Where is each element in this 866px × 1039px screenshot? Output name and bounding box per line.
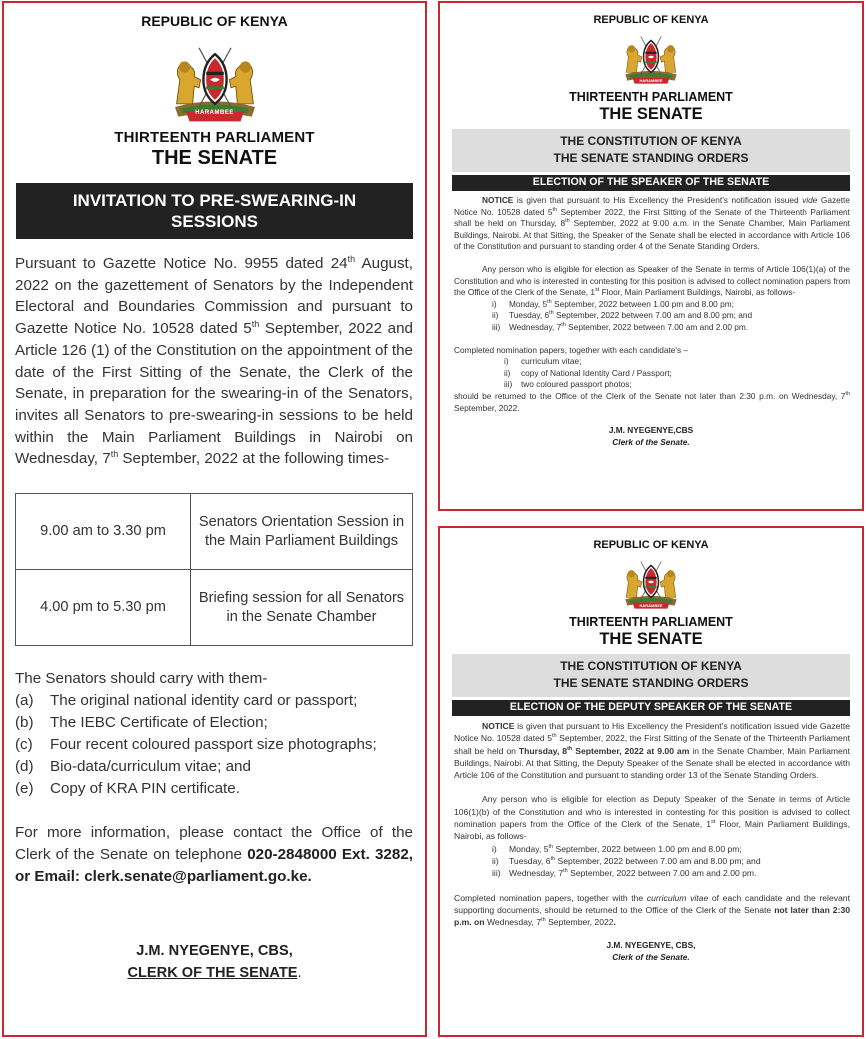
notice-paragraph [454,195,850,253]
text-part: is given that pursuant to His Excellency the President's notification issued [513,195,803,205]
text-part: Gazette Notice No. 10528 dated 5 [454,195,850,217]
text-sup: th [565,218,570,225]
sitting-date [519,746,689,756]
constitution-box [452,654,850,697]
eligibility-paragraph [454,793,850,842]
senate-heading: THE SENATE [599,630,703,648]
list-marker: (e) [15,780,34,798]
list-marker: i) [492,298,497,309]
coat-of-arms [615,557,687,611]
text-part: September, 2022. [454,402,520,413]
list-text [509,867,756,879]
text-part: in the Senate Chamber, Main Parliament Buildings, Nairobi. At that Sitting, the Deputy Speaker of the Senate shall be elected in accordance with Article 106 of the Constitution and pursuant to standing order 13 of the Senate Standing Orders. [454,745,850,781]
text-sup: th [561,322,566,329]
constitution-box [452,129,850,172]
list-item [492,843,850,855]
table-row [16,494,413,570]
text-sup: th [549,310,554,317]
list-text: two coloured passport photos; [521,379,632,390]
parliament-heading: THIRTEENTH PARLIAMENT [114,129,315,146]
list-item [492,322,850,334]
collection-days-list [492,299,850,334]
text-part: Floor, Main Parliament Buildings, Nairobi, as follows- [454,819,850,842]
text-part: Thursday, 8 [518,745,568,756]
eligibility-paragraph [454,264,850,299]
list-marker: ii) [504,367,511,378]
contact-info [15,822,413,888]
contact-details: 020-2848000 Ext. 3282, or Email: clerk.senate@parliament.go.ke. [15,846,413,886]
senate-heading: THE SENATE [151,147,278,169]
list-text: Copy of KRA PIN certificate. [50,780,240,798]
standing-orders-title: THE SENATE STANDING ORDERS [553,151,749,165]
list-marker: i) [492,843,497,854]
list-item [492,867,850,879]
list-item [504,356,850,368]
list-marker: i) [504,356,509,367]
body-sup: th [347,253,356,264]
list-item [504,379,850,391]
text-part: Monday, 5 [509,298,548,309]
text-part: Tuesday, 6 [509,855,551,866]
list-item [492,310,850,322]
election-heading: ELECTION OF THE SPEAKER OF THE SENATE [452,175,850,191]
signatory-title-line [4,962,425,984]
standing-orders-title: THE SENATE STANDING ORDERS [553,676,749,690]
return-instructions [454,892,850,929]
list-marker: (b) [15,714,34,732]
contact-text: For more information, please contact the Office of the Clerk of the Senate on telephone [15,824,413,864]
signatory-name: J.M. NYEGENYE,CBS [608,425,694,436]
list-marker: (d) [15,758,34,776]
signatory-title: Clerk of the Senate. [612,436,690,447]
list-text: The IEBC Certificate of Election; [50,714,268,732]
list-text [509,855,761,867]
coat-of-arms-motto: HARAMBEE [195,110,234,116]
list-text: curriculum vitae; [521,356,582,367]
banner-line-1: INVITATION TO PRE-SWEARING-IN [72,191,357,210]
text-sup: th [552,733,557,740]
banner-line-2: SESSIONS [171,212,258,231]
list-item [15,756,425,778]
parliament-heading: THIRTEENTH PARLIAMENT [569,615,733,629]
text-part: Floor, Main Parliament Buildings, Nairobi, as follows- [599,287,796,298]
text-part: September 2022, the First Sitting of the Senate of the Thirteenth Parliament shall be held on Thursday, 8 [454,206,850,229]
list-item [15,712,425,734]
text-sup: st [711,819,716,826]
text-part: September, 2022 between 7.00 am and 8.00 pm; and [553,310,753,321]
text-part: September, 2022 between 7.00 am and 8.00 pm; and [555,855,761,866]
list-text: The original national identity card or passport; [50,692,358,710]
body-part: Pursuant to Gazette Notice No. 9955 dated 24 [15,255,348,272]
text-sup: th [547,298,552,305]
text-sup: th [550,856,556,863]
notice-word: NOTICE [482,721,515,731]
constitution-title: THE CONSTITUTION OF KENYA [560,659,742,673]
text-part: of each candidate and the relevant supporting documents, should be returned to the Office of the Clerk of the Senate [454,892,850,915]
session-description: Briefing session for all Senators in the Senate Chamber [191,570,413,646]
signatory-title: CLERK OF THE SENATE [127,965,298,982]
signatory-title: Clerk of the Senate. [612,952,690,963]
collection-days-list [492,843,850,880]
text-sup: th [541,917,546,924]
text-sup: th [548,843,554,850]
signatory-name: J.M. NYEGENYE, CBS, [136,943,293,960]
list-text: copy of National Identity Card / Passport; [521,367,672,378]
text-sup: th [552,206,558,213]
text-part: September, 2022 between 1.00 pm and 8.00 pm; [553,843,742,854]
text-sup: st [594,287,600,294]
pre-swearing-notice-panel [2,1,427,1037]
return-instructions [454,391,850,414]
body-part: August, 2022 on the gazettement of Senators by the Independent Electoral and Boundaries Commission and pursuant to Gazette Notice No. 10528 dated 5 [15,255,413,338]
list-text [509,322,748,334]
text-part: is given that pursuant to His Excellency the President's notification issued vide Gazette Notice No. 10528 dated 5 [454,721,850,744]
text-part: Tuesday, 6 [509,310,550,321]
text-sup: th [845,391,850,398]
invitation-body [15,253,413,470]
list-text [509,310,752,322]
list-text: Bio-data/curriculum vitae; and [50,758,251,776]
list-item [15,778,425,800]
text-part: September, 2022 between 7.00 am and 2.00 pm. [565,321,749,332]
session-description: Senators Orientation Session in the Main Parliament Buildings [191,494,413,570]
parliament-heading: THIRTEENTH PARLIAMENT [569,90,733,104]
republic-heading: REPUBLIC OF KENYA [593,539,709,551]
deadline: not later than 2:30 p.m. on [454,904,850,928]
text-part: September, 2022 at 9.00 a.m. in the Senate Chamber, Main Parliament Buildings, Nairobi. At that Sitting, the Speaker of the Senate shall be elected in accordance with Article 106 of the Constitution and pursuant to standing order 4 of the Senate Standing Orders. [454,218,850,252]
list-text [509,299,734,311]
invitation-banner [16,183,413,239]
text-part: September, 2022 [545,917,614,928]
list-marker: ii) [492,855,499,866]
republic-heading: REPUBLIC OF KENYA [141,13,288,29]
list-text [509,843,742,855]
carry-intro: The Senators should carry with them- [15,670,268,688]
list-marker: iii) [504,379,513,390]
session-times-table [15,493,413,646]
notice-text [454,195,850,414]
list-item [504,368,850,380]
list-item [15,734,425,756]
list-marker: iii) [492,868,501,879]
signatory-name: J.M. NYEGENYE, CBS, [606,940,696,951]
text-part: Completed nomination papers, together with the [454,892,647,903]
text-part: Wednesday, 7 [509,321,562,332]
completed-papers-intro: Completed nomination papers, together with each candidate's – [454,344,689,355]
list-item [492,855,850,867]
title-punct: . [297,965,302,982]
text-sup: th [563,868,568,875]
election-heading: ELECTION OF THE DEPUTY SPEAKER OF THE SENATE [452,700,850,716]
list-marker: (c) [15,736,33,754]
republic-heading: REPUBLIC OF KENYA [593,14,709,26]
text-part: Wednesday, 7 [509,868,564,879]
required-documents-list [504,356,850,391]
coat-of-arms [615,32,687,86]
cv-word: curriculum vitae [646,892,709,903]
carry-list [15,690,425,800]
signature-block [440,940,862,963]
body-sup: th [251,319,260,330]
list-marker: ii) [492,310,499,321]
text-part: Any person who is eligible for election as Deputy Speaker of the Senate in terms of Article 106(1)(b) of the Constitution and who is interested in contesting for this position is advised to collect nomination papers from the Office of the Clerk of the Senate, 1 [454,794,850,830]
end-punct: . [613,917,616,928]
signature-block [4,940,425,984]
notice-word: NOTICE [482,195,514,205]
senate-heading: THE SENATE [599,105,703,123]
text-part: September, 2022 at 9.00 am [572,745,690,756]
coat-of-arms [159,43,271,123]
session-time: 4.00 pm to 5.30 pm [16,570,191,646]
signature-block [440,425,862,448]
body-part: September, 2022 and Article 126 (1) of the Constitution on the appointment of the date of the First Sitting of the Senate, the Clerk of the Senate, in preparation for the swearing-in of the Senators, invites all Senators to pre-swearing-in sessions to be held within the Main Parliament Buildings in Nairobi on Wednesday, 7 [15,320,413,468]
session-time: 9.00 am to 3.30 pm [16,494,191,570]
table-row [16,570,413,646]
vide-word: vide [802,195,818,205]
text-part: September, 2022, the First Sitting of the Senate of the Thirteenth Parliament shall be held on [454,733,850,756]
text-part: Any person who is eligible for election as Speaker of the Senate in terms of Article 106(1)(a) of the Constitution and who is interested in contesting for this position is advised to collect nomination papers from the Office of the Clerk of the Senate, 1 [454,263,850,298]
list-marker: iii) [492,321,501,332]
coat-of-arms-motto: HARAMBEE [639,603,663,608]
body-part: September, 2022 at the following times- [118,450,390,468]
text-part: Wednesday, 7 [484,917,542,928]
notice-paragraph [454,720,850,781]
coat-of-arms-motto: HARAMBEE [639,78,663,83]
list-item [15,690,425,712]
text-part: September, 2022 between 7.00 am and 2.00 pm. [567,868,757,879]
text-part: Monday, 5 [509,843,549,854]
body-sup: th [110,449,119,460]
text-part: should be returned to the Office of the Clerk of the Senate not later than 2:30 p.m. on Wednesday, 7 [454,390,846,401]
deputy-speaker-election-panel [438,526,864,1037]
list-item [492,299,850,311]
text-sup: th [567,745,573,752]
list-marker: (a) [15,692,34,710]
notice-text [454,720,850,928]
list-text: Four recent coloured passport size photographs; [50,736,377,754]
text-part: September, 2022 between 1.00 pm and 8.00 pm; [551,298,734,309]
constitution-title: THE CONSTITUTION OF KENYA [560,134,742,148]
speaker-election-panel [438,1,864,511]
